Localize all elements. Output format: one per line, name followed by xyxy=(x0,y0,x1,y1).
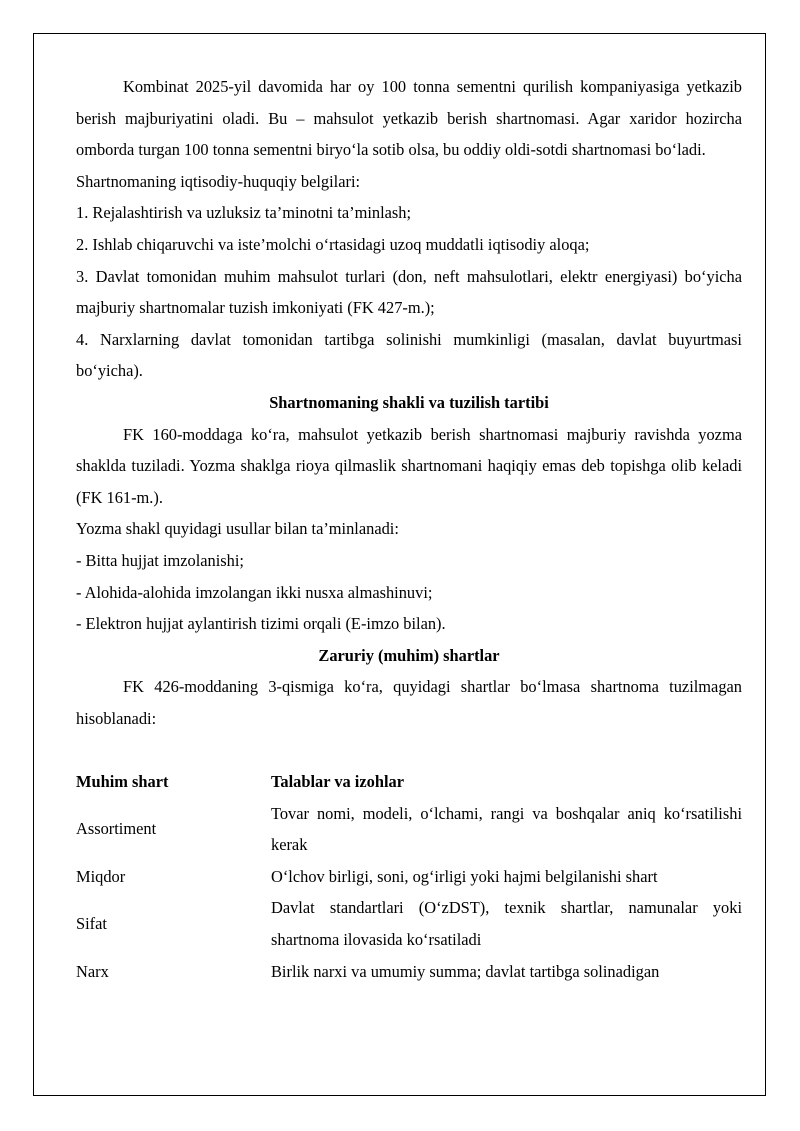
feature-item-1: 1. Rejalashtirish va uzluksiz ta’minotni ta’minlash; xyxy=(76,203,412,223)
intro-paragraph: Kombinat 2025-yil davomida har oy 100 tonna sementni qurilish kompaniyasiga yetkazib berish majburiyatini oladi. Bu – mahsulot yetkazib berish shartnomasi. Agar xaridor hozircha omborda turgan 100 tonna sementni biryo‘la sotib olsa, bu oddiy oldi-sotdi shartnomasi bo‘ladi. xyxy=(76,77,742,160)
feature-item-3: 3. Davlat tomonidan muhim mahsulot turlari (don, neft mahsulotlari, elektr energiyasi) bo‘yicha majburiy shartnomalar tuzish imkoniyati (FK 427-m.); xyxy=(76,266,742,318)
written-method-3: - Elektron hujjat aylantirish tizimi orqali (E-imzo bilan). xyxy=(76,614,446,634)
document-body xyxy=(76,71,742,987)
blank-line xyxy=(76,734,742,766)
table-cell-term: Narx xyxy=(76,961,109,981)
table-header-term: Muhim shart xyxy=(76,772,169,792)
table-row xyxy=(76,861,742,893)
table-header-row xyxy=(76,766,742,798)
table-cell-term: Assortiment xyxy=(76,819,157,839)
written-intro: Yozma shakl quyidagi usullar bilan ta’minlanadi: xyxy=(76,519,399,539)
table-cell-requirement: Birlik narxi va umumiy summa; davlat tartibga solinadigan xyxy=(271,961,660,981)
section-heading-form: Shartnomaning shakli va tuzilish tartibi xyxy=(269,392,549,412)
feature-item-2: 2. Ishlab chiqaruvchi va iste’molchi o‘rtasidagi uzoq muddatli iqtisodiy aloqa; xyxy=(76,234,590,254)
table-row xyxy=(76,892,742,955)
written-method-1: - Bitta hujjat imzolanishi; xyxy=(76,550,244,570)
essential-terms-table xyxy=(76,766,742,987)
table-cell-term: Miqdor xyxy=(76,866,126,886)
table-cell-requirement: Davlat standartlari (O‘zDST), texnik shartlar, namunalar yoki shartnoma ilovasida ko‘rsatiladi xyxy=(271,898,742,950)
section-heading-terms: Zaruriy (muhim) shartlar xyxy=(318,645,500,665)
written-method-2: - Alohida-alohida imzolangan ikki nusxa almashinuvi; xyxy=(76,582,433,602)
features-intro: Shartnomaning iqtisodiy-huquqiy belgilari: xyxy=(76,171,361,191)
table-row xyxy=(76,956,742,988)
table-cell-requirement: Tovar nomi, modeli, o‘lchami, rangi va boshqalar aniq ko‘rsatilishi kerak xyxy=(271,803,742,855)
table-row xyxy=(76,798,742,861)
table-cell-term: Sifat xyxy=(76,914,107,934)
table-header-requirements: Talablar va izohlar xyxy=(271,772,404,792)
table-cell-requirement: O‘lchov birligi, soni, og‘irligi yoki hajmi belgilanishi shart xyxy=(271,866,658,886)
terms-paragraph: FK 426-moddaning 3-qismiga ko‘ra, quyidagi shartlar bo‘lmasa shartnoma tuzilmagan hisoblanadi: xyxy=(76,677,742,728)
form-paragraph: FK 160-moddaga ko‘ra, mahsulot yetkazib berish shartnomasi majburiy ravishda yozma shaklda tuziladi. Yozma shaklga rioya qilmaslik shartnomani haqiqiy emas deb topishga olib keladi (FK 161-m.). xyxy=(76,424,742,507)
feature-item-4: 4. Narxlarning davlat tomonidan tartibga solinishi mumkinligi (masalan, davlat buyurtmasi bo‘yicha). xyxy=(76,329,742,381)
